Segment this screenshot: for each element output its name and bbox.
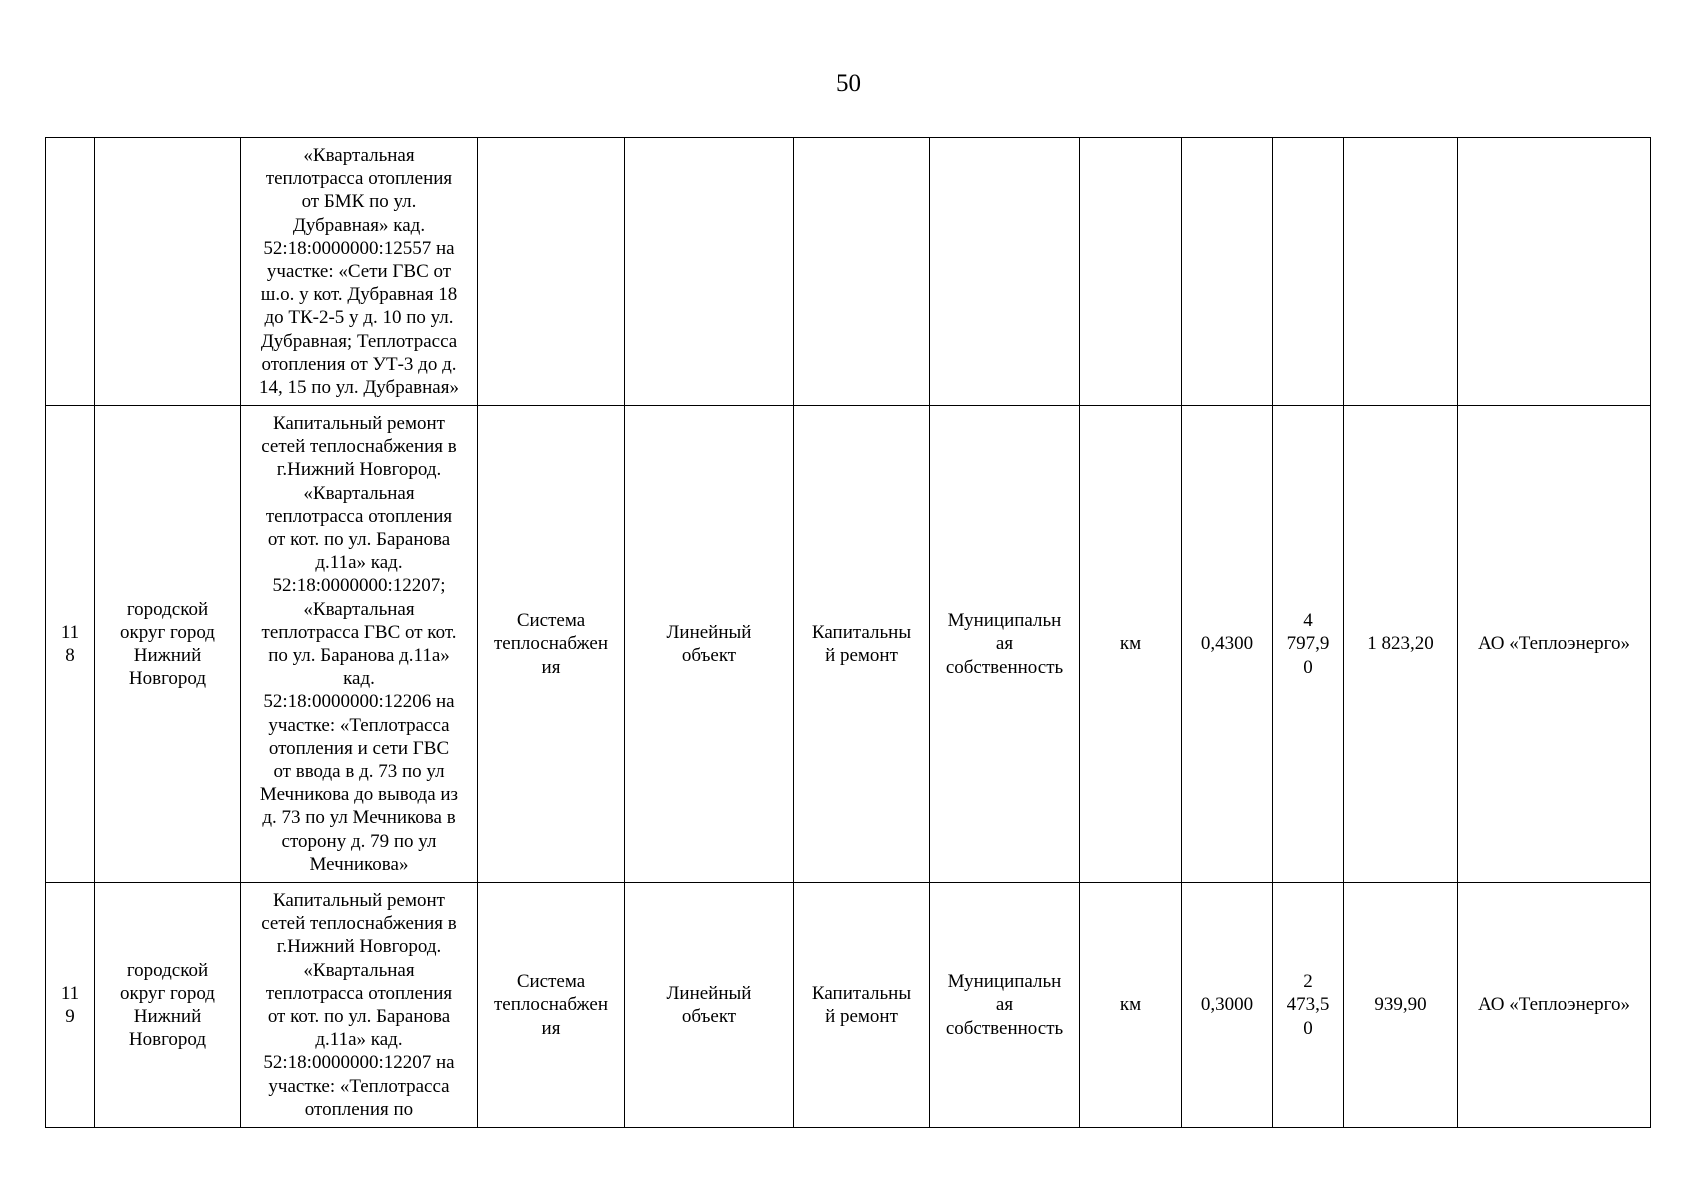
cost-b-cell	[1344, 138, 1458, 406]
row-number-cell: 11 9	[46, 883, 95, 1128]
page-number: 50	[836, 70, 861, 97]
municipality-cell: городской округ город Нижний Новгород	[95, 883, 241, 1128]
table-row	[46, 138, 1651, 406]
unit-cell	[1080, 138, 1182, 406]
row-number-cell	[46, 138, 95, 406]
quantity-cell	[1182, 138, 1273, 406]
system-cell	[478, 138, 625, 406]
municipality-cell	[95, 138, 241, 406]
municipality-cell: городской округ город Нижний Новгород	[95, 406, 241, 883]
ownership-cell: Муниципальн ая собственность	[930, 406, 1080, 883]
system-cell: Система теплоснабжен ия	[478, 883, 625, 1128]
operator-cell: АО «Теплоэнерго»	[1458, 406, 1651, 883]
system-cell: Система теплоснабжен ия	[478, 406, 625, 883]
operator-cell	[1458, 138, 1651, 406]
work-type-cell: Капитальны й ремонт	[794, 406, 930, 883]
work-type-cell	[794, 138, 930, 406]
row-number-cell: 11 8	[46, 406, 95, 883]
work-type-cell: Капитальны й ремонт	[794, 883, 930, 1128]
quantity-cell: 0,4300	[1182, 406, 1273, 883]
cost-a-cell	[1273, 138, 1344, 406]
object-type-cell: Линейный объект	[625, 406, 794, 883]
ownership-cell: Муниципальн ая собственность	[930, 883, 1080, 1128]
cost-b-cell: 939,90	[1344, 883, 1458, 1128]
operator-cell: АО «Теплоэнерго»	[1458, 883, 1651, 1128]
cost-a-cell: 4 797,9 0	[1273, 406, 1344, 883]
unit-cell: км	[1080, 406, 1182, 883]
table-row	[46, 883, 1651, 1128]
cost-a-cell: 2 473,5 0	[1273, 883, 1344, 1128]
object-type-cell: Линейный объект	[625, 883, 794, 1128]
table-row	[46, 406, 1651, 883]
description-cell: Капитальный ремонт сетей теплоснабжения в г.Нижний Новгород. «Квартальная теплотрасса отопления от кот. по ул. Баранова д.11а» кад. 52:18:0000000:12207 на участке: «Теплотрасса отопления по	[241, 883, 478, 1128]
object-type-cell	[625, 138, 794, 406]
description-cell: Капитальный ремонт сетей теплоснабжения в г.Нижний Новгород. «Квартальная теплотрасса отопления от кот. по ул. Баранова д.11а» кад. 52:18:0000000:12207; «Квартальная теплотрасса ГВС от кот. по ул. Баранова д.11а» кад. 52:18:0000000:12206 на участке: «Теплотрасса отопления и сети ГВС от ввода в д. 73 по ул Мечникова до вывода из д. 73 по ул Мечникова в сторону д. 79 по ул Мечникова»	[241, 406, 478, 883]
unit-cell: км	[1080, 883, 1182, 1128]
projects-table	[45, 137, 1651, 1128]
ownership-cell	[930, 138, 1080, 406]
quantity-cell: 0,3000	[1182, 883, 1273, 1128]
cost-b-cell: 1 823,20	[1344, 406, 1458, 883]
description-cell: «Квартальная теплотрасса отопления от БМК по ул. Дубравная» кад. 52:18:0000000:12557 на участке: «Сети ГВС от ш.о. у кот. Дубравная 18 до ТК-2-5 у д. 10 по ул. Дубравная; Теплотрасса отопления от УТ-3 до д. 14, 15 по ул. Дубравная»	[241, 138, 478, 406]
